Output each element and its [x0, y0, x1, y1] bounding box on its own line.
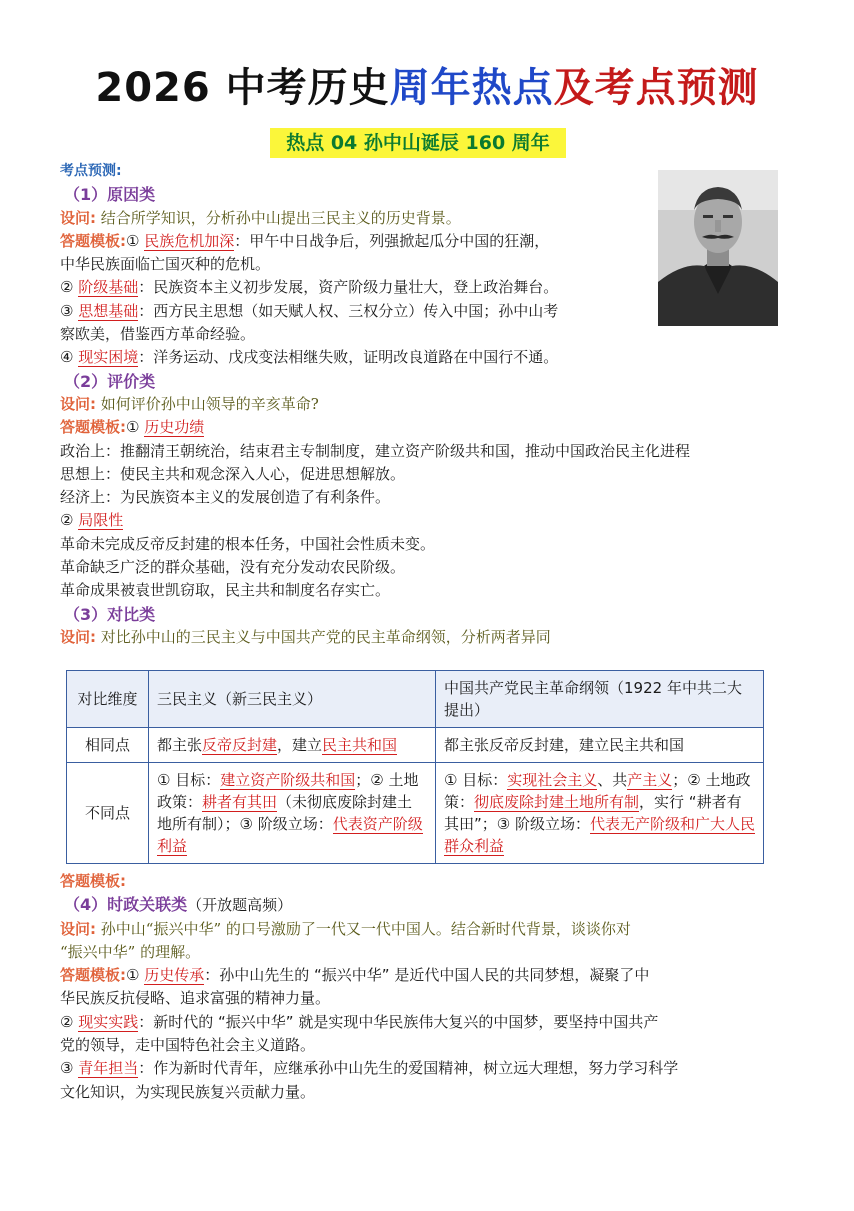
section-4-item-1-cont: 华民族反抗侵略、追求富强的精神力量。	[60, 989, 331, 1008]
section-4-question-cont: “振兴中华” 的理解。	[60, 942, 201, 961]
subtitle-banner: 热点 04 孙中山诞辰 160 周年	[270, 128, 566, 158]
question-text: 对比孙中山的三民主义与中国共产党的民主革命纲领，分析两者异同	[100, 627, 551, 646]
item-text: ：西方民主思想（如天赋人权、三权分立）传入中国；孙中山考	[138, 301, 559, 320]
cell-key: 彻底废除封建土地所有制	[474, 793, 640, 811]
section-4-question	[60, 918, 790, 941]
comparison-table-wrap	[66, 670, 764, 864]
cell-key: 反帝反封建	[202, 736, 278, 754]
cell-text: ，建立	[277, 736, 323, 754]
header-three-principles: 三民主义（新三民主义）	[149, 671, 436, 728]
cell-diff-a	[149, 763, 436, 864]
page-title	[0, 62, 854, 114]
section-1-item-4	[60, 346, 790, 369]
template-label: 答题模板:	[60, 966, 126, 985]
cell-key: 实现社会主义	[507, 771, 598, 789]
title-part-3: 及考点预测	[553, 65, 759, 111]
section-4-item-3	[60, 1057, 790, 1080]
section-1-item-3-cont: 察欧美，借鉴西方革命经验。	[60, 325, 256, 344]
limitation-1: 革命未完成反帝反封建的根本任务，中国社会性质未变。	[60, 534, 436, 553]
item-text: ：孙中山先生的 “振兴中华” 是近代中国人民的共同梦想，凝聚了中	[204, 966, 650, 985]
item-number: ③	[60, 1059, 74, 1078]
cell-same-a	[149, 728, 436, 763]
item-number: ③	[60, 301, 74, 320]
forecast-label: 考点预测:	[60, 163, 122, 179]
cell-text: ；② 土地政策：	[444, 771, 751, 811]
item-key: 青年担当	[78, 1059, 139, 1078]
cell-key: 代表无产阶级和广大人民群众利益	[444, 815, 756, 855]
section-4-item-2-cont: 党的领导，走中国特色社会主义道路。	[60, 1036, 316, 1055]
section-2-template	[60, 416, 790, 439]
comparison-table	[66, 670, 764, 864]
question-label: 设问:	[60, 919, 96, 938]
cell-text: 都主张	[157, 736, 203, 754]
item-key: 历史传承	[144, 966, 205, 985]
question-text: 如何评价孙中山领导的辛亥革命?	[100, 394, 319, 413]
item-key: 阶级基础	[78, 278, 139, 297]
section-4-heading: （4）时政关联类	[64, 895, 188, 915]
cell-key: 代表资产阶级利益	[157, 815, 423, 855]
question-label: 设问:	[60, 208, 96, 227]
title-part-2: 周年热点	[389, 65, 554, 111]
section-2-heading: （2）评价类	[64, 371, 156, 391]
question-label: 设问:	[60, 394, 96, 413]
item-key: 现实实践	[78, 1012, 139, 1031]
section-4-note: （开放题高频）	[187, 896, 293, 915]
item-number: ①	[126, 418, 140, 437]
header-ccp-program: 中国共产党民主革命纲领（1922 年中共二大提出）	[436, 671, 764, 728]
section-4-item-3-cont: 文化知识，为实现民族复兴贡献力量。	[60, 1082, 316, 1101]
item-number: ①	[126, 966, 140, 985]
header-dimension: 对比维度	[67, 671, 149, 728]
item-text: ：民族资本主义初步发展，资产阶级力量壮大，登上政治舞台。	[138, 278, 559, 297]
main-content	[60, 160, 790, 649]
section-4-heading-line	[60, 893, 790, 917]
item-text: ：新时代的 “振兴中华” 就是实现中华民族伟大复兴的中国梦，要坚持中国共产	[138, 1012, 659, 1031]
cell-text: （未彻底废除封建土地所有制）；③ 阶级立场：	[157, 793, 413, 833]
item-number: ①	[126, 231, 140, 250]
item-key: 民族危机加深	[144, 231, 235, 250]
section-3-heading: （3）对比类	[64, 604, 156, 624]
section-3-question	[60, 626, 790, 649]
section-4-item-2	[60, 1011, 790, 1034]
bottom-content	[60, 870, 790, 1104]
template-label: 答题模板:	[60, 231, 126, 250]
cell-key: 耕者有其田	[202, 793, 278, 811]
item-number: ②	[60, 278, 74, 297]
section-1-question	[60, 207, 790, 230]
item-text: ：洋务运动、戊戌变法相继失败，证明改良道路在中国行不通。	[138, 348, 559, 367]
merit-politics: 政治上：推翻清王朝统治，结束君主专制制度，建立资产阶级共和国，推动中国政治民主化进程	[60, 441, 691, 460]
cell-key: 民主共和国	[322, 736, 398, 754]
limitation-2: 革命缺乏广泛的群众基础，没有充分发动农民阶级。	[60, 558, 406, 577]
cell-text: ，实行 “耕者有其田”；③ 阶级立场：	[444, 793, 742, 833]
item-key: 现实困境	[78, 348, 139, 367]
section-2-question	[60, 393, 790, 416]
item-text: ：作为新时代青年，应继承孙中山先生的爱国精神，树立远大理想，努力学习科学	[138, 1059, 679, 1078]
table-row	[67, 728, 764, 763]
table-header-row	[67, 671, 764, 728]
merit-thought: 思想上：使民主共和观念深入人心，促进思想解放。	[60, 464, 406, 483]
cell-same-b: 都主张反帝反封建，建立民主共和国	[436, 728, 764, 763]
cell-text: ① 目标：	[444, 771, 508, 789]
section-3-template-label: 答题模板:	[60, 872, 126, 890]
item-text: ：甲午中日战争后，列强掀起瓜分中国的狂潮，	[234, 231, 550, 250]
section-1-heading: （1）原因类	[64, 185, 156, 205]
item-key: 思想基础	[78, 301, 139, 320]
template-label: 答题模板:	[60, 418, 126, 437]
cell-key: 建立资产阶级共和国	[220, 771, 356, 789]
title-part-1: 2026 中考历史	[95, 65, 390, 111]
section-1-item-1	[60, 230, 790, 253]
cell-text: 、共	[597, 771, 628, 789]
cell-text: ① 目标：	[157, 771, 221, 789]
limitation-3: 革命成果被袁世凯窃取，民主共和制度名存实亡。	[60, 581, 391, 600]
item-number: ④	[60, 348, 74, 367]
question-text: 孙中山“振兴中华” 的口号激励了一代又一代中国人。结合新时代背景，谈谈你对	[100, 919, 631, 938]
section-1-item-3	[60, 300, 790, 323]
cell-key: 产主义	[627, 771, 673, 789]
section-1-item-1-cont: 中华民族面临亡国灭种的危机。	[60, 255, 271, 274]
section-4-item-1	[60, 964, 790, 987]
row-label-same: 相同点	[67, 728, 149, 763]
item-number: ②	[60, 1012, 74, 1031]
question-label: 设问:	[60, 627, 96, 646]
question-text: 结合所学知识，分析孙中山提出三民主义的历史背景。	[100, 208, 461, 227]
cell-diff-b	[436, 763, 764, 864]
limitation-heading	[60, 509, 790, 532]
item-key: 历史功绩	[144, 418, 205, 437]
item-key: 局限性	[78, 511, 124, 530]
section-1-item-2	[60, 276, 790, 299]
item-number: ②	[60, 511, 74, 530]
row-label-diff: 不同点	[67, 763, 149, 864]
cell-text: ；② 土地政策：	[157, 771, 419, 811]
table-row	[67, 763, 764, 864]
merit-economy: 经济上：为民族资本主义的发展创造了有利条件。	[60, 488, 391, 507]
